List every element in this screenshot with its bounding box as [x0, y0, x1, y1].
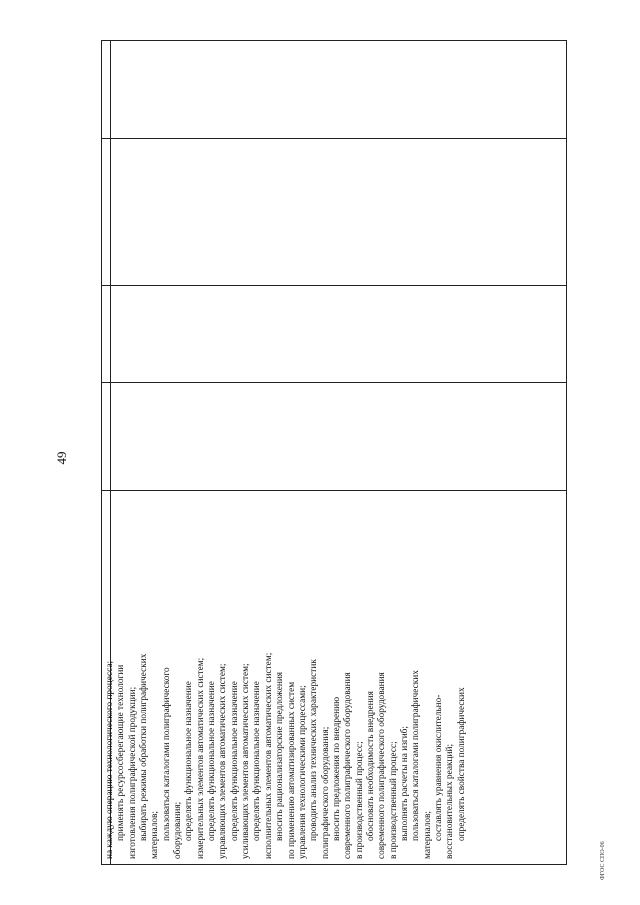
cell-text-line: определять функциональное назначение — [229, 681, 240, 841]
cell-text-line: восстановительных реакций; — [445, 743, 456, 859]
column-divider — [102, 382, 566, 383]
cell-text-line: измерительных элементов автоматических систем; — [195, 657, 206, 859]
page-number: 49 — [54, 451, 69, 465]
cell-text-line: исполнительных элементов автоматических систем; — [263, 652, 274, 859]
cell-text-line: на каждую операцию технологического процесса; — [105, 660, 115, 859]
cell-text-line: усиливающих элементов автоматических систем; — [241, 663, 252, 859]
cell-text-line: оборудования; — [173, 801, 184, 859]
cell-text-line: в производственный процесс; — [354, 741, 365, 859]
cell-text-line: выполнять расчеты на изгиб; — [399, 726, 410, 841]
cell-text-line: полиграфического оборудования; — [320, 726, 331, 859]
cell-text-line: управления технологическими процессами; — [297, 685, 308, 859]
cell-text-line: материалов; — [150, 811, 161, 859]
cell-text-line: по применению автоматизированных систем — [286, 681, 297, 859]
cell-text-line: определять функциональное назначение — [184, 681, 195, 841]
cell-text-line: составлять уравнения окислительно- — [433, 694, 444, 841]
cell-text-line: пользоваться каталогами полиграфических — [411, 670, 422, 841]
cell-text-line: в производственный процесс; — [388, 741, 399, 859]
cell-text-line: определять функциональное назначение — [207, 681, 218, 841]
footer-code: ФГОС СПО-06 — [600, 841, 606, 880]
cell-text-line: управляющих элементов автоматических систем; — [218, 663, 229, 859]
cell-text-line: вносить предложения по внедрению — [331, 696, 342, 841]
cell-text-line: вносить рационализаторские предложения — [275, 671, 286, 841]
cell-text-line: определять функциональное назначение — [252, 681, 263, 841]
cell-text-line: выбирать режимы обработки полиграфических — [139, 653, 150, 841]
cell-text-line: применять ресурсосберегающие технологии — [116, 664, 127, 841]
column-divider — [102, 285, 566, 286]
cell-text-line: проводить анализ технических характеристик — [309, 659, 320, 841]
cell-text-line: определять свойства полиграфических — [456, 687, 467, 841]
cell-text-line: изготовления полиграфической продукции; — [127, 686, 138, 859]
cell-text-line: материалов; — [422, 811, 433, 859]
table-cell-skills-text — [101, 490, 467, 865]
cell-text-line: современного полиграфического оборудования — [377, 672, 388, 859]
cell-text-line: современного полиграфического оборудования — [343, 672, 354, 859]
cell-text-line: обосновать необходимость внедрения — [365, 691, 376, 841]
cell-text-line: пользоваться каталогами полиграфического — [161, 667, 172, 841]
column-divider — [102, 138, 566, 139]
